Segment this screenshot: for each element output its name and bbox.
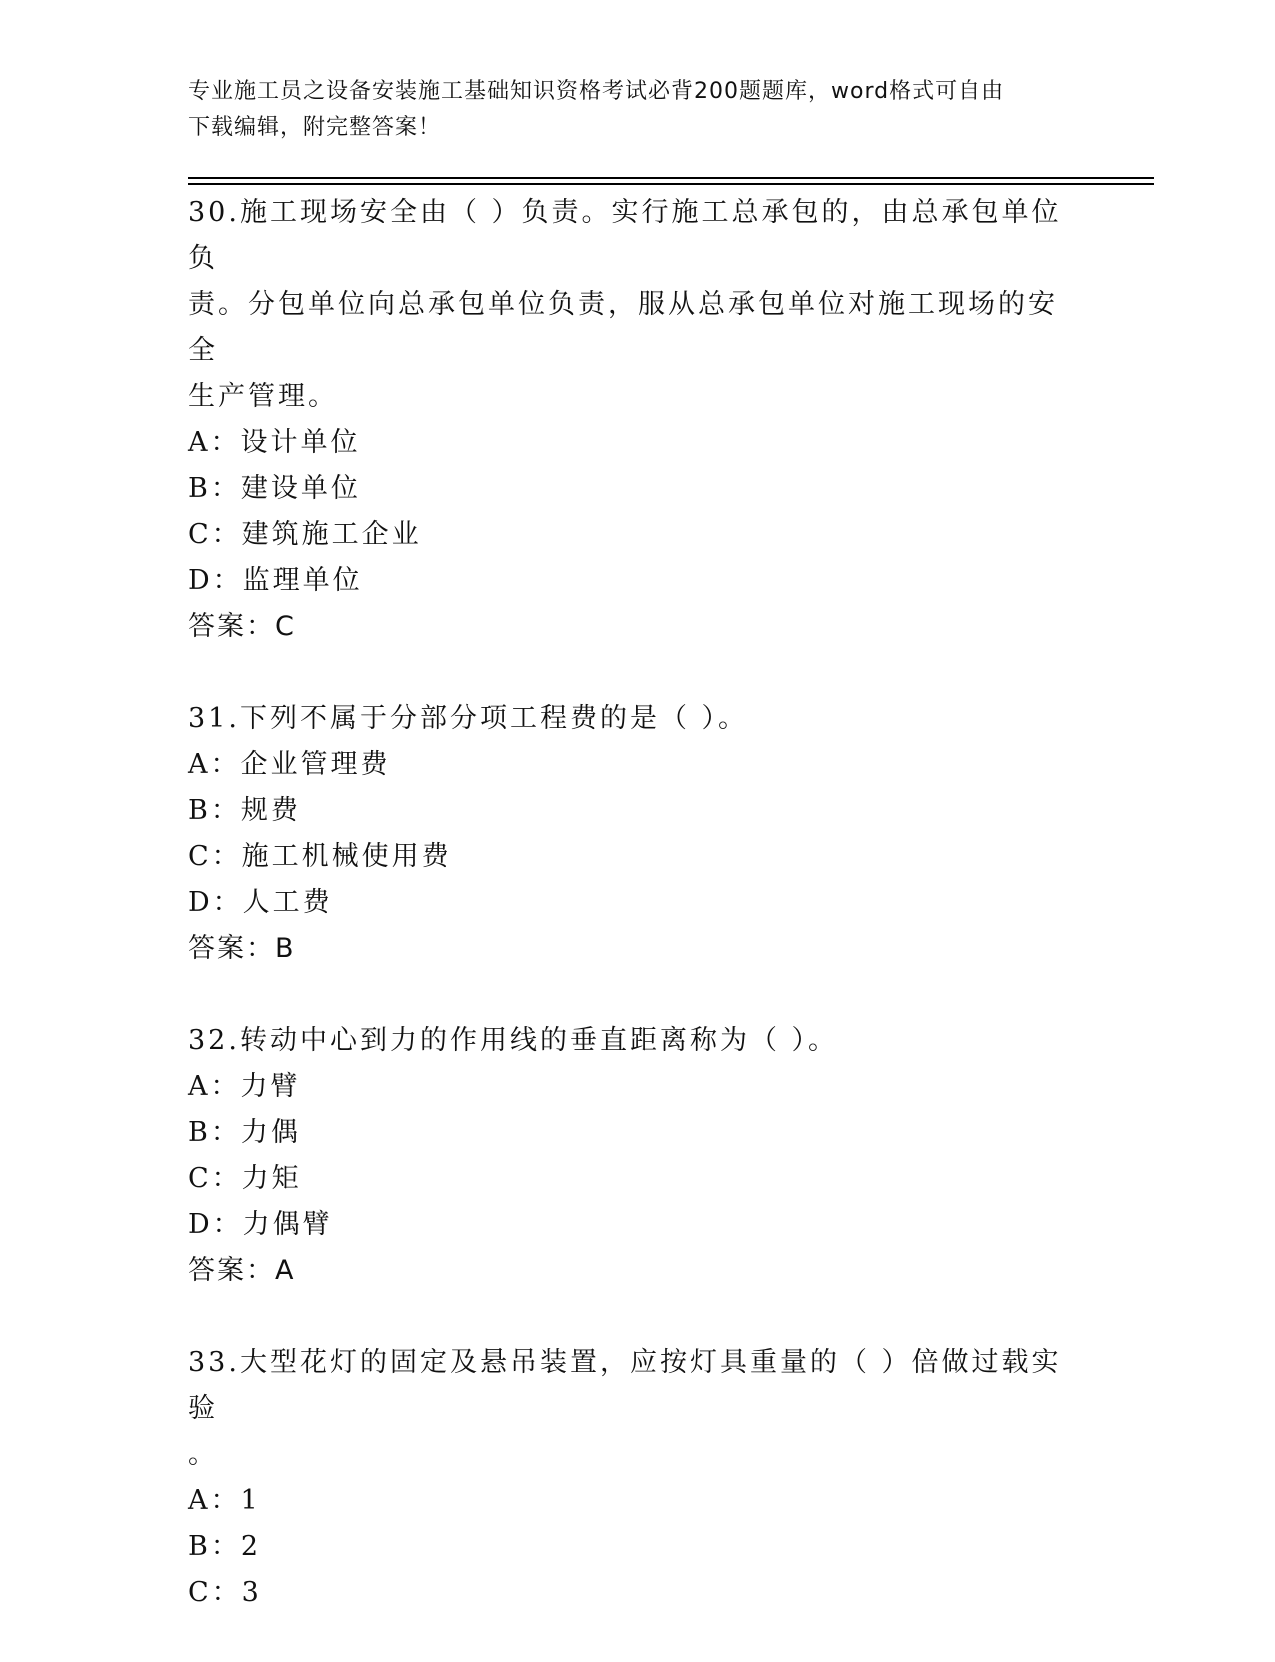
option-d: D：监理单位 xyxy=(188,565,363,596)
option-a: A：1 xyxy=(188,1485,261,1516)
option-b: B：建设单位 xyxy=(188,473,361,504)
header-line-1: 专业施工员之设备安装施工基础知识资格考试必背200题题库，word格式可自由 xyxy=(188,79,1005,104)
option-d: D：人工费 xyxy=(188,887,333,918)
option-b: B：规费 xyxy=(188,795,301,826)
question-30 xyxy=(188,190,1068,650)
question-stem xyxy=(188,1018,1068,1064)
option-a: A：力臂 xyxy=(188,1071,301,1102)
stem-line: 31.下列不属于分部分项工程费的是（ ）。 xyxy=(188,703,749,734)
header-divider-bottom xyxy=(188,183,1154,185)
answer-line: 答案：B xyxy=(188,933,296,964)
question-list xyxy=(188,190,1068,1662)
question-32 xyxy=(188,1018,1068,1294)
stem-line: 生产管理。 xyxy=(188,381,338,412)
option-c: C：力矩 xyxy=(188,1163,302,1194)
question-31 xyxy=(188,696,1068,972)
header-line-2: 下载编辑，附完整答案！ xyxy=(188,115,442,140)
option-a: A：设计单位 xyxy=(188,427,361,458)
question-33 xyxy=(188,1340,1068,1616)
stem-line: 。 xyxy=(188,1439,218,1470)
option-a: A：企业管理费 xyxy=(188,749,391,780)
answer-line: 答案：C xyxy=(188,611,296,642)
option-c: C：3 xyxy=(188,1577,262,1608)
option-c: C：施工机械使用费 xyxy=(188,841,452,872)
header-divider-top xyxy=(188,177,1154,179)
question-stem xyxy=(188,190,1068,420)
option-b: B：力偶 xyxy=(188,1117,301,1148)
stem-line: 责。分包单位向总承包单位负责，服从总承包单位对施工现场的安全 xyxy=(188,289,1058,366)
stem-line: 32.转动中心到力的作用线的垂直距离称为（ ）。 xyxy=(188,1025,839,1056)
option-c: C：建筑施工企业 xyxy=(188,519,422,550)
question-stem xyxy=(188,696,1068,742)
stem-line: 33.大型花灯的固定及悬吊装置，应按灯具重量的（ ）倍做过载实验 xyxy=(188,1347,1062,1424)
option-b: B：2 xyxy=(188,1531,262,1562)
answer-line: 答案：A xyxy=(188,1255,296,1286)
document-header xyxy=(188,74,1068,146)
stem-line: 30.施工现场安全由（ ）负责。实行施工总承包的，由总承包单位负 xyxy=(188,197,1062,274)
question-stem xyxy=(188,1340,1068,1478)
option-d: D：力偶臂 xyxy=(188,1209,333,1240)
